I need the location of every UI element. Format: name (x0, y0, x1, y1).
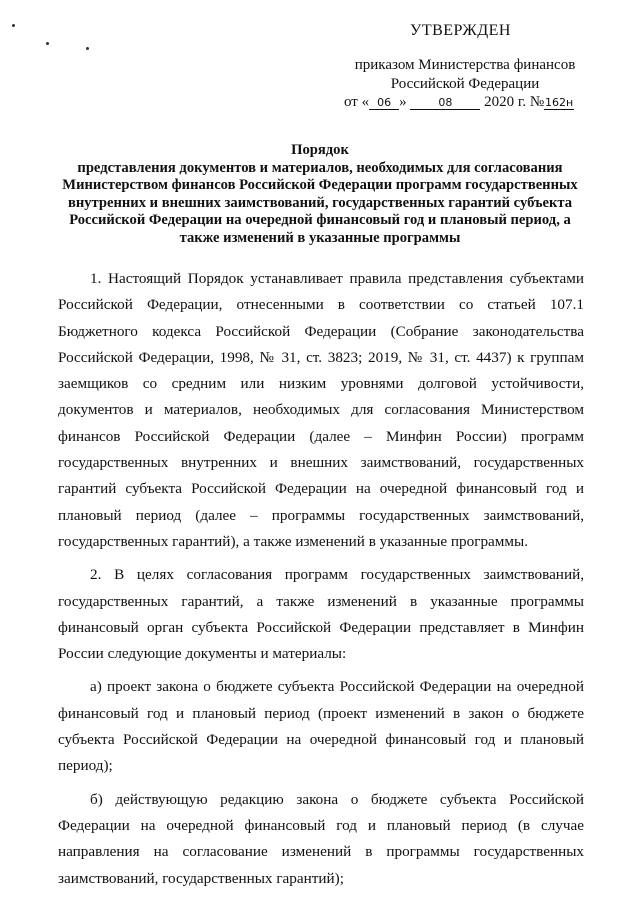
scan-speck (86, 47, 89, 50)
paragraph-2a: а) проект закона о бюджете субъекта Российской Федерации на очередной финансовый год и плановый период (проект изменений в закон о бюджете субъекта Российской Федерации на очередной финансовый год и плановый период); (58, 678, 584, 775)
date-prefix: от « (344, 94, 370, 110)
date-month: 08 (410, 96, 480, 110)
scan-speck (12, 24, 15, 27)
date-mid: » (399, 94, 407, 110)
approved-stamp-text: УТВЕРЖДЕН (410, 22, 511, 39)
title-subtitle: представления документов и материалов, необходимых для согласования Министерством финансов Российской Федерации программ государственных внутренних и внешних заимствований, государственных гарантий субъекта Российской Федерации на очередной финансовый год и плановый период, а также изменений в указанные программы (62, 159, 578, 246)
title-heading: Порядок (291, 142, 349, 158)
date-year: 2020 г. (484, 94, 527, 110)
order-line-federation: Российской Федерации (390, 76, 540, 92)
order-line-ministry: приказом Министерства финансов (354, 57, 576, 73)
order-number: 162н (545, 96, 574, 109)
paragraph-2b: б) действующую редакцию закона о бюджете субъекта Российской Федерации на очередной финансовый год и плановый период (в случае направления на согласование изменений в программы государственных заимствований, государственных гарантий); (58, 790, 584, 887)
date-day: 06 (369, 96, 399, 110)
approval-order-block (330, 56, 600, 94)
document-body (58, 266, 584, 899)
number-sign: № (529, 94, 545, 110)
paragraph-2: 2. В целях согласования программ государственных заимствований, государственных гарантий, а также изменений в указанные программы финансовый орган субъекта Российской Федерации представляет в Минфин России следующие документы и материалы: (58, 566, 584, 663)
document-title (56, 142, 584, 247)
order-date-number (344, 94, 574, 111)
scan-speck (46, 42, 49, 45)
paragraph-1: 1. Настоящий Порядок устанавливает правила представления субъектами Российской Федерации, отнесенными в соответствии со статьей 107.1 Бюджетного кодекса Российской Федерации (Собрание законодательства Российской Федерации, 1998, № 31, ст. 3823; 2019, № 31, ст. 4437) к группам заемщиков со средним или низким уровнями долговой устойчивости, документов и материалов, необходимых для согласования Министерством финансов Российской Федерации (далее – Минфин России) программ государственных внутренних и внешних заимствований, государственных гарантий субъекта Российской Федерации на очередной финансовый год и плановый период (далее – программы государственных заимствований, государственных гарантий), а также изменений в указанные программы. (58, 270, 584, 550)
